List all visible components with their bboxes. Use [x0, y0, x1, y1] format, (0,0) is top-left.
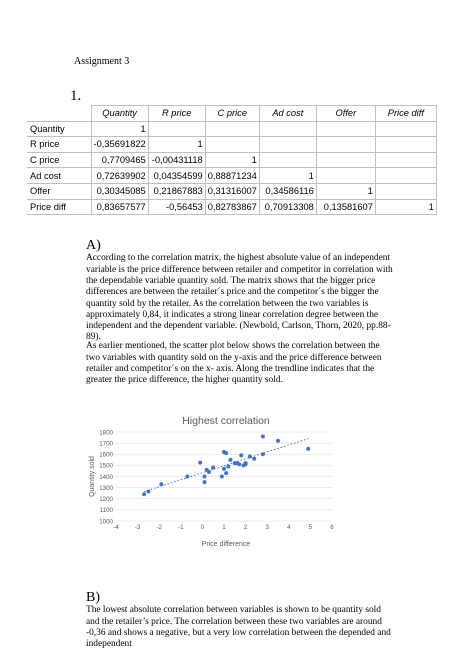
matrix-header: Quantity	[91, 106, 148, 122]
matrix-corner	[27, 106, 91, 122]
data-point	[261, 434, 265, 438]
x-tick-label: 1	[222, 524, 226, 531]
data-point	[261, 452, 265, 456]
matrix-header: Offer	[316, 106, 375, 122]
matrix-cell: 0,70913308	[259, 199, 316, 215]
correlation-matrix	[27, 105, 437, 215]
x-axis-label: Price difference	[201, 541, 251, 548]
matrix-cell: 0,83657577	[91, 199, 148, 215]
matrix-cell	[316, 137, 375, 153]
data-point	[276, 439, 280, 443]
x-tick-label: -3	[134, 524, 141, 531]
data-point	[159, 482, 163, 486]
matrix-header-row	[27, 106, 436, 122]
matrix-cell	[205, 137, 259, 153]
matrix-cell: 0,72639902	[91, 168, 148, 184]
x-tick-label: -1	[178, 524, 184, 531]
matrix-cell	[316, 168, 375, 184]
data-point	[226, 464, 230, 468]
matrix-cell: 0,21867883	[148, 183, 205, 199]
matrix-cell	[205, 121, 259, 137]
y-tick-label: 1300	[99, 484, 113, 492]
data-point	[198, 461, 202, 465]
chart-title: Highest correlation	[182, 415, 270, 427]
matrix-row-label: Ad cost	[27, 168, 91, 184]
section-a-heading: A)	[86, 238, 101, 253]
matrix-cell: 0,34586116	[259, 183, 316, 199]
data-point	[203, 475, 207, 479]
matrix-cell: -0,56453	[148, 199, 205, 215]
matrix-row	[27, 137, 436, 153]
section-b-heading: B)	[86, 590, 100, 605]
matrix-cell: 1	[375, 199, 436, 215]
y-tick-labels	[99, 429, 113, 525]
matrix-cell	[316, 152, 375, 168]
matrix-cell: 1	[205, 152, 259, 168]
data-point	[185, 475, 189, 479]
assignment-label: Assignment 3	[74, 56, 130, 67]
chart-gridlines	[116, 432, 332, 521]
matrix-cell	[316, 121, 375, 137]
y-tick-label: 1600	[99, 451, 113, 459]
y-tick-label: 1500	[99, 462, 113, 470]
matrix-row	[27, 183, 436, 199]
matrix-cell	[375, 121, 436, 137]
y-tick-label: 1700	[99, 440, 113, 448]
matrix-cell	[148, 121, 205, 137]
scatter-chart	[86, 409, 346, 549]
y-axis-label: Quantity sold	[89, 456, 96, 497]
matrix-cell	[375, 168, 436, 184]
matrix-cell: 1	[316, 183, 375, 199]
x-tick-label: 0	[200, 524, 205, 531]
data-point	[222, 467, 226, 471]
y-tick-label: 1400	[99, 473, 113, 481]
matrix-row	[27, 199, 436, 215]
x-tick-label: -2	[156, 524, 162, 531]
x-tick-label: 2	[243, 524, 248, 531]
data-point	[224, 471, 228, 475]
matrix-cell: 0,04354599	[148, 168, 205, 184]
x-tick-labels	[113, 524, 334, 531]
data-point	[237, 462, 241, 466]
matrix-cell: -0,35691822	[91, 137, 148, 153]
matrix-cell: 0,30345085	[91, 183, 148, 199]
y-tick-label: 1100	[99, 507, 113, 515]
question-number: 1.	[70, 88, 82, 104]
matrix-cell: 0,82783867	[205, 199, 259, 215]
matrix-header: C price	[205, 106, 259, 122]
section-b-paragraph-1: The lowest absolute correlation between variables is shown to be quantity sold and the retailer’s price. The correlation between these two variables are around -0,36 and shows a negative, but a very low correlation between the depended and independent	[86, 605, 391, 650]
data-point	[228, 458, 232, 462]
matrix-cell: 1	[148, 137, 205, 153]
y-tick-label: 1800	[99, 429, 113, 437]
section-a-paragraph-2: As earlier mentioned, the scatter plot below shows the correlation between the two variables with quantity sold on the y-axis and the price difference between retailer and competitor´s on the x- axis. Along the trendline indicates that the greater the price difference, the higher quantity sold.	[86, 341, 382, 386]
matrix-row-label: Offer	[27, 183, 91, 199]
matrix-cell: 1	[91, 121, 148, 137]
matrix-cell	[375, 152, 436, 168]
matrix-cell	[259, 152, 316, 168]
x-tick-label: 6	[330, 524, 334, 531]
matrix-cell: 0,88871234	[205, 168, 259, 184]
matrix-row-label: R price	[27, 137, 91, 153]
data-point	[220, 475, 224, 479]
matrix-cell: 1	[259, 168, 316, 184]
matrix-row	[27, 168, 436, 184]
matrix-cell	[375, 137, 436, 153]
data-point	[244, 462, 248, 466]
x-tick-label: -4	[113, 524, 119, 531]
y-tick-label: 1000	[99, 518, 113, 526]
x-tick-label: 4	[287, 524, 291, 531]
data-point	[142, 492, 146, 496]
matrix-header: Ad cost	[259, 106, 316, 122]
matrix-row	[27, 152, 436, 168]
x-tick-label: 3	[265, 524, 269, 531]
matrix-row	[27, 121, 436, 137]
data-point	[203, 480, 207, 484]
data-point	[207, 470, 211, 474]
data-point	[252, 457, 256, 461]
data-point	[239, 453, 243, 457]
matrix-cell: -0,00431118	[148, 152, 205, 168]
section-a-paragraph-1: According to the correlation matrix, the highest absolute value of an independent variable is the price difference between retailer and competitor in correlation with the dependable variable quantity sold. The matrix shows that the bigger price differences are between the retailer´s price and the competitor´s the bigger the quantity sold by the retailer. As the correlation between the two variables is approximately 0,84, it indicates a strong linear correlation degree between the independent and the dependent variable. (Newbold, Carlson, Thorn, 2020, pp.88-89).	[86, 253, 393, 343]
y-tick-label: 1200	[99, 496, 113, 504]
matrix-cell	[259, 137, 316, 153]
matrix-row-label: Price diff	[27, 199, 91, 215]
data-point	[248, 454, 252, 458]
matrix-header: R price	[148, 106, 205, 122]
matrix-cell	[259, 121, 316, 137]
matrix-cell: 0,7709465	[91, 152, 148, 168]
data-point	[146, 490, 150, 494]
matrix-cell	[375, 183, 436, 199]
matrix-cell: 0,13581607	[316, 199, 375, 215]
data-point	[306, 447, 310, 451]
matrix-cell: 0,31316007	[205, 183, 259, 199]
data-point	[211, 466, 215, 470]
data-point	[224, 451, 228, 455]
matrix-row-label: C price	[27, 152, 91, 168]
matrix-row-label: Quantity	[27, 121, 91, 137]
matrix-header: Price diff	[375, 106, 436, 122]
x-tick-label: 5	[308, 524, 313, 531]
